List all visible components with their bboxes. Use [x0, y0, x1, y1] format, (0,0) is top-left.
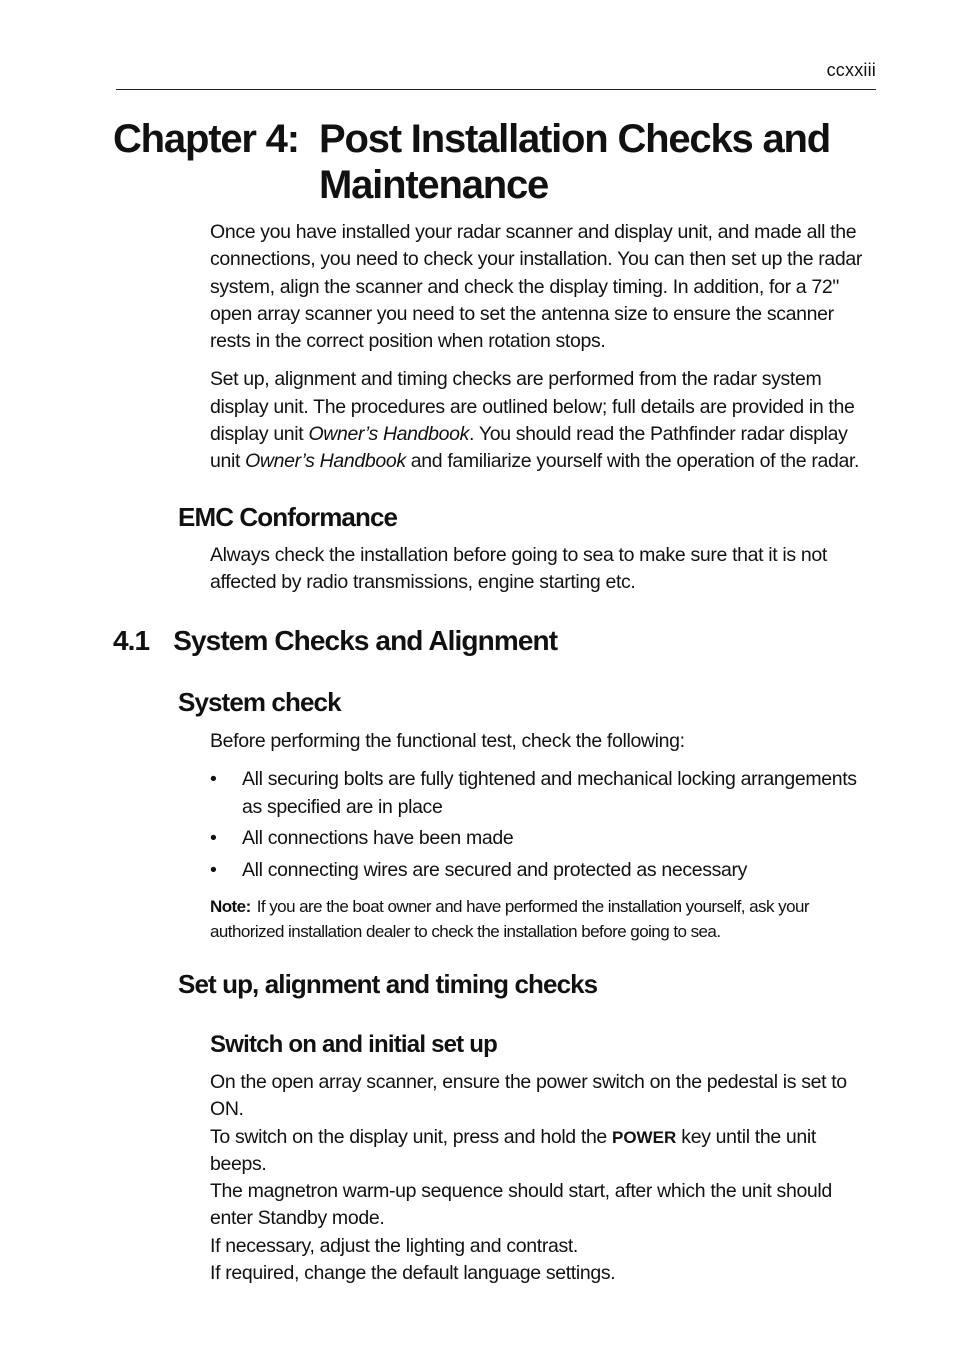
- emc-paragraph: Always check the installation before going to sea to make sure that it is not affected by radio transmissions, engine starting etc.: [210, 544, 827, 594]
- owners-handbook-ref: Owner’s Handbook: [308, 423, 470, 446]
- emc-text-block: [210, 542, 872, 597]
- setup-line-3: The magnetron warm-up sequence should start, after which the unit should enter Standby mode.: [210, 1180, 832, 1230]
- chapter-title-line2: Maintenance: [319, 163, 549, 207]
- section-number: 4.1: [113, 625, 150, 656]
- system-check-heading: System check: [178, 687, 341, 717]
- setup-text-block: [210, 1069, 874, 1287]
- setup-line-1: On the open array scanner, ensure the power switch on the pedestal is set to ON.: [210, 1071, 847, 1121]
- emc-heading: EMC Conformance: [178, 502, 398, 532]
- setup-heading: Set up, alignment and timing checks: [178, 969, 598, 999]
- intro-paragraph-1: Once you have installed your radar scanner and display unit, and made all the connections, you need to check your installation. You can then set up the radar system, align the scanner and check the display timing. In addition, for a 72" open array scanner you need to set the antenna size to ensure the scanner rests in the correct position when rotation stops.: [210, 221, 863, 353]
- list-item: • All securing bolts are fully tightened and mechanical locking arrangements as specified are in place: [210, 768, 857, 818]
- section-title: System Checks and Alignment: [173, 625, 558, 656]
- header-rule: [116, 89, 876, 90]
- section-4-1-heading: [113, 625, 557, 657]
- bullet-symbol: •: [210, 827, 217, 850]
- note-label: Note:: [210, 897, 251, 916]
- intro-paragraph-2: Set up, alignment and timing checks are performed from the radar system display unit. The procedures are outlined below; full details are provided in the display unit Owner’s Handbook. You should read the Pathfinder radar display unit Owner’s Handbook and familiarize yourself with the operation of the radar.: [210, 368, 860, 473]
- setup-line-4: If necessary, adjust the lighting and contrast.: [210, 1234, 578, 1257]
- list-item: • All connections have been made: [210, 825, 874, 852]
- note-text: If you are the boat owner and have performed the installation yourself, ask your authorized installation dealer to check the installation before going to sea.: [210, 897, 809, 941]
- bullet-symbol: •: [210, 859, 217, 882]
- switch-on-heading: Switch on and initial set up: [210, 1031, 497, 1058]
- bullet-symbol: •: [210, 768, 217, 791]
- owners-handbook-ref: Owner’s Handbook: [245, 450, 406, 473]
- intro-block: [210, 219, 872, 476]
- checklist: [210, 766, 874, 884]
- list-item: • All connecting wires are secured and protected as necessary: [210, 857, 874, 884]
- system-check-block: [210, 728, 874, 889]
- chapter-title: [113, 116, 893, 208]
- system-check-intro: Before performing the functional test, check the following:: [210, 730, 685, 752]
- power-key-label: POWER: [612, 1127, 677, 1147]
- page-number: ccxxiii: [826, 60, 876, 80]
- note-block: [210, 894, 874, 944]
- chapter-label: Chapter 4:: [113, 117, 299, 161]
- setup-line-2: To switch on the display unit, press and hold the POWER key until the unit beeps.: [210, 1125, 816, 1175]
- setup-line-5: If required, change the default language settings.: [210, 1262, 616, 1285]
- chapter-title-line1: Post Installation Checks and: [319, 117, 830, 161]
